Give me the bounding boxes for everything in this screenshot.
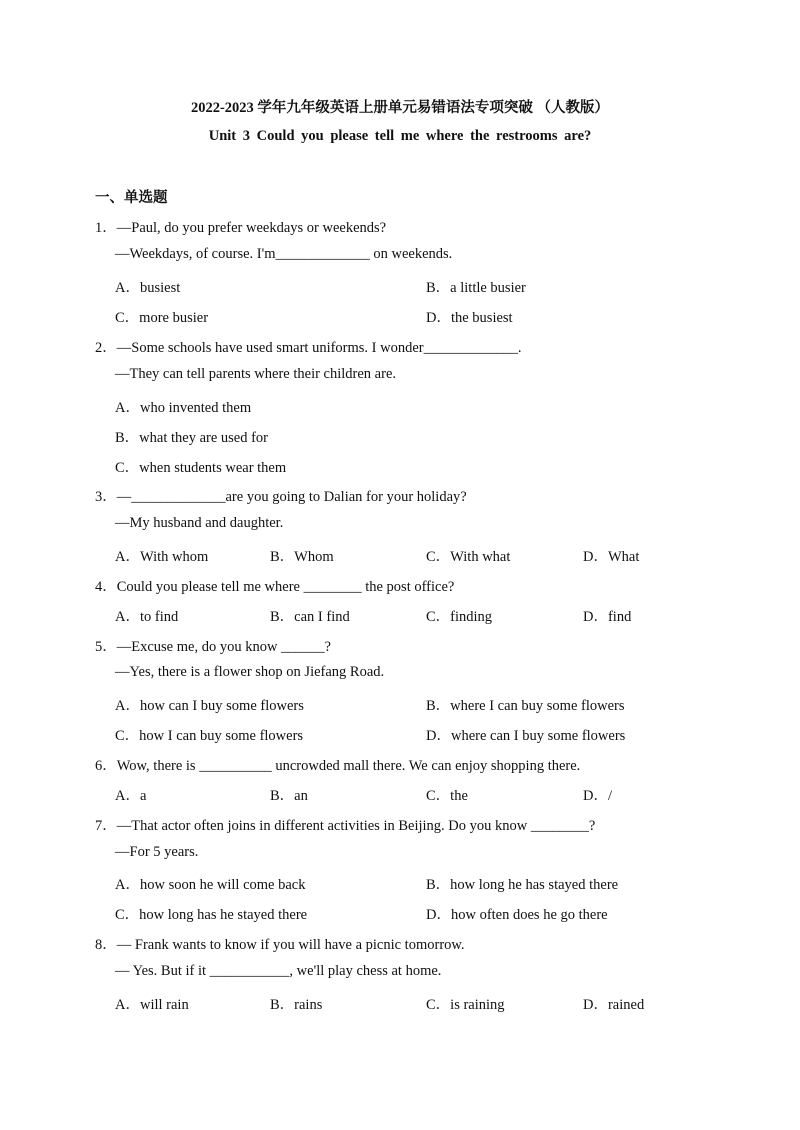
question-4-option-c: C．finding <box>426 609 493 625</box>
question-3-stem: 3．—_____________are you going to Dalian for your holiday? <box>95 489 467 505</box>
section-heading: 一、单选题 <box>95 190 168 206</box>
question-3-response: —My husband and daughter. <box>115 515 284 531</box>
question-1-option-b: B．a little busier <box>426 280 526 296</box>
question-3-option-b: B．Whom <box>270 549 334 565</box>
question-7-stem: 7．—That actor often joins in different activities in Beijing. Do you know ________? <box>95 818 596 834</box>
question-2-response: —They can tell parents where their children are. <box>115 366 397 382</box>
question-3-option-a: A．With whom <box>115 549 209 565</box>
question-6-option-d: D．/ <box>583 788 612 804</box>
question-7-option-b: B．how long he has stayed there <box>426 877 619 893</box>
question-2-option-c: C．when students wear them <box>115 460 287 476</box>
question-8-stem: 8．— Frank wants to know if you will have a picnic tomorrow. <box>95 937 465 953</box>
question-5-option-b: B．where I can buy some flowers <box>426 698 625 714</box>
question-1-option-d: D．the busiest <box>426 310 513 326</box>
document-title: 2022-2023 学年九年级英语上册单元易错语法专项突破 （人教版） <box>190 100 610 116</box>
question-5-option-a: A．how can I buy some flowers <box>115 698 304 714</box>
question-1-response: —Weekdays, of course. I'm_____________ on weekends. <box>115 246 453 262</box>
question-3-option-c: C．With what <box>426 549 511 565</box>
question-5-stem: 5．—Excuse me, do you know ______? <box>95 639 331 655</box>
question-8-response: — Yes. But if it ___________, we'll play chess at home. <box>115 963 442 979</box>
question-1-stem: 1．—Paul, do you prefer weekdays or weekends? <box>95 220 387 236</box>
question-8-option-c: C．is raining <box>426 997 505 1013</box>
question-5-response: —Yes, there is a flower shop on Jiefang Road. <box>115 664 385 680</box>
question-7-response: —For 5 years. <box>115 844 199 860</box>
question-6-stem: 6．Wow, there is __________ uncrowded mall there. We can enjoy shopping there. <box>95 758 581 774</box>
question-7-option-a: A．how soon he will come back <box>115 877 306 893</box>
question-6-option-c: C．the <box>426 788 468 804</box>
question-4-option-d: D．find <box>583 609 632 625</box>
question-3-option-d: D．What <box>583 549 640 565</box>
question-2-option-a: A．who invented them <box>115 400 252 416</box>
document-subtitle: Unit 3 Could you please tell me where the restrooms are? <box>208 128 592 144</box>
question-5-option-d: D．where can I buy some flowers <box>426 728 626 744</box>
question-8-option-b: B．rains <box>270 997 323 1013</box>
question-1-option-c: C．more busier <box>115 310 209 326</box>
question-7-option-d: D．how often does he go there <box>426 907 608 923</box>
question-2-option-b: B．what they are used for <box>115 430 269 446</box>
question-5-option-c: C．how I can buy some flowers <box>115 728 304 744</box>
question-2-stem: 2．—Some schools have used smart uniforms. I wonder_____________. <box>95 340 522 356</box>
question-6-option-a: A．a <box>115 788 147 804</box>
question-1-option-a: A．busiest <box>115 280 181 296</box>
question-4-option-a: A．to find <box>115 609 179 625</box>
question-7-option-c: C．how long has he stayed there <box>115 907 308 923</box>
question-8-option-d: D．rained <box>583 997 645 1013</box>
question-8-option-a: A．will rain <box>115 997 189 1013</box>
question-4-option-b: B．can I find <box>270 609 350 625</box>
question-4-stem: 4．Could you please tell me where ________ the post office? <box>95 579 455 595</box>
question-6-option-b: B．an <box>270 788 308 804</box>
